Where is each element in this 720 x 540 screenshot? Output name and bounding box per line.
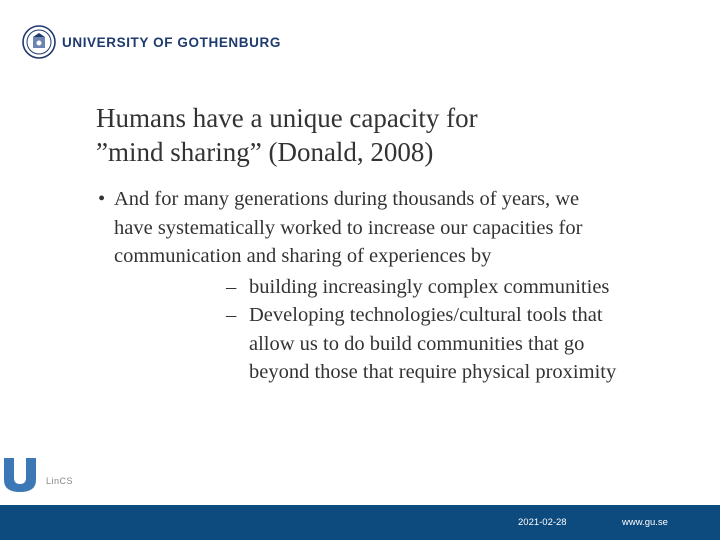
slide-title [96, 101, 656, 169]
sub-bullet-text: Developing technologies/cultural tools that allow us to do build communities that go beyond those that require physical proximity [249, 304, 617, 383]
dash-marker: – [226, 304, 237, 326]
dash-marker: – [226, 275, 237, 298]
university-seal-icon [22, 25, 56, 59]
footer-bar [0, 505, 720, 540]
bullet-list [98, 185, 618, 387]
title-line: Humans have a unique capacity for [96, 103, 478, 133]
lincs-logo-icon [0, 458, 40, 494]
lincs-logo-text: LinCS [46, 476, 74, 486]
title-line: ”mind sharing” (Donald, 2008) [96, 137, 434, 167]
university-name: UNIVERSITY OF GOTHENBURG [62, 34, 281, 50]
sub-bullet-list [226, 273, 618, 387]
footer-date: 2021-02-28 [518, 517, 567, 528]
bullet-text: And for many generations during thousands of years, we have systematically worked to increase our capacities for communication and sharing of experiences by [114, 188, 583, 267]
sub-bullet-item [226, 273, 618, 302]
sub-bullet-item [226, 301, 618, 387]
sub-bullet-text: building increasingly complex communities [249, 275, 610, 298]
header [22, 22, 281, 62]
bullet-marker: • [98, 188, 106, 210]
footer-url[interactable]: www.gu.se [622, 517, 668, 528]
bullet-item [98, 185, 618, 271]
